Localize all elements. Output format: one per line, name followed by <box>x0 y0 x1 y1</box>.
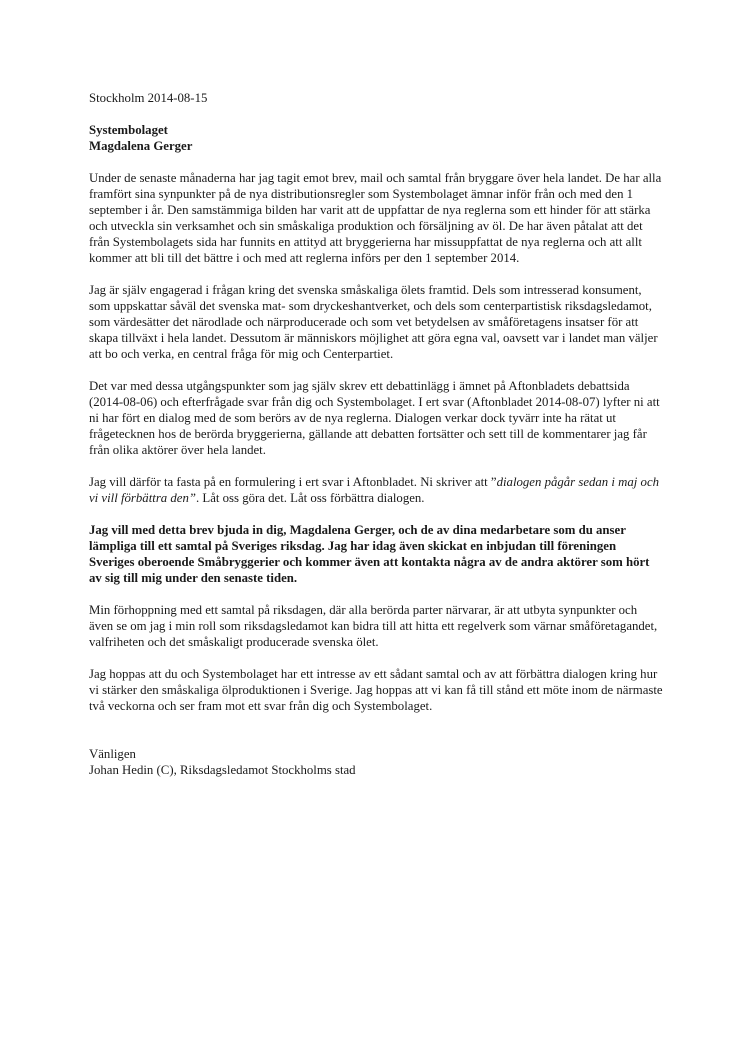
closing-salutation: Vänligen <box>89 747 136 761</box>
paragraph-5-invitation: Jag vill med detta brev bjuda in dig, Magdalena Gerger, och de av dina medarbetare som du anser lämpliga till ett samtal på Sveriges riksdag. Jag har idag även skickat en inbjudan till föreningen Sveriges oberoende Småbryggerier och kommer även att kontakta några av de andra aktörer som hört av sig till mig under den senaste tiden. <box>89 523 650 585</box>
recipient-name: Magdalena Gerger <box>89 139 193 153</box>
paragraph-6: Min förhoppning med ett samtal på riksdagen, där alla berörda parter närvarar, är att utbyta synpunkter och även se om jag i min roll som riksdagsledamot kan bidra till att hitta ett regelverk som värnar småföretagandet, valfriheten och det småskaligt producerade svenska ölet. <box>89 603 658 649</box>
paragraph-3: Det var med dessa utgångspunkter som jag själv skrev ett debattinlägg i ämnet på Aftonbladets debattsida (2014-08-06) och efterfrågade svar från dig och Systembolaget. I ert svar (Aftonbladet 2014-08-07) lyfter ni att ni har fört en dialog med de som berörs av de nya reglerna. Dialogen verkar dock tyvärr inte ha rätat ut frågetecknen hos de berörda bryggerierna, gällande att debatten fortsätter och sett till de kommentarer jag får från olika aktörer över hela landet. <box>89 379 660 457</box>
recipient-organization: Systembolaget <box>89 123 168 137</box>
paragraph-7: Jag hoppas att du och Systembolaget har ett intresse av ett sådant samtal och av att förbättra dialogen kring hur vi stärker den småskaliga ölproduktionen i Sverige. Jag hoppas att vi kan få till stånd ett möte inom de närmaste två veckorna och ser fram mot ett svar från dig och Systembolaget. <box>89 667 663 713</box>
paragraph-2: Jag är själv engagerad i frågan kring det svenska småskaliga ölets framtid. Dels som intresserad konsument, som uppskattar såväl det svenska mat- som dryckeshantverket, och dels som centerpartistisk riksdagsledamot, som värdesätter det närodlade och närproducerade och som vet betydelsen av småföretagens insatser för att skapa tillväxt i hela landet. Dessutom är människors möjlighet att göra egna val, oavsett var i landet man väljer att bo och verka, en central fråga för mig och Centerpartiet. <box>89 283 658 361</box>
paragraph-1: Under de senaste månaderna har jag tagit emot brev, mail och samtal från bryggare över hela landet. De har alla framfört sina synpunkter på de nya distributionsregler som Systembolaget ämnar inför från och med den 1 september i år. Den samstämmiga bilden har varit att de uppfattar de nya reglerna som ett hinder för att stärka och utveckla sin verksamhet och sin småskaliga produktion och försäljning av öl. De har även påtalat att det från Systembolagets sida har funnits en attityd att bryggerierna har missuppfattat de nya reglerna och att allt kommer att bli till det bättre i och med att reglerna införs per den 1 september 2014. <box>89 171 662 265</box>
closing-signature: Johan Hedin (C), Riksdagsledamot Stockholms stad <box>89 763 356 777</box>
paragraph-4-quote: dialogen pågår sedan i maj och vi vill förbättra den” <box>89 475 660 505</box>
recipient-block <box>89 122 664 154</box>
letter-body <box>89 90 664 778</box>
closing-block <box>89 746 664 778</box>
paragraph-4 <box>89 474 664 506</box>
paragraph-4-outro: . Låt oss göra det. Låt oss förbättra dialogen. <box>196 491 425 505</box>
place-date: Stockholm 2014-08-15 <box>89 91 208 105</box>
paragraph-4-intro: Jag vill därför ta fasta på en formulering i ert svar i Aftonbladet. Ni skriver att ” <box>89 475 497 489</box>
